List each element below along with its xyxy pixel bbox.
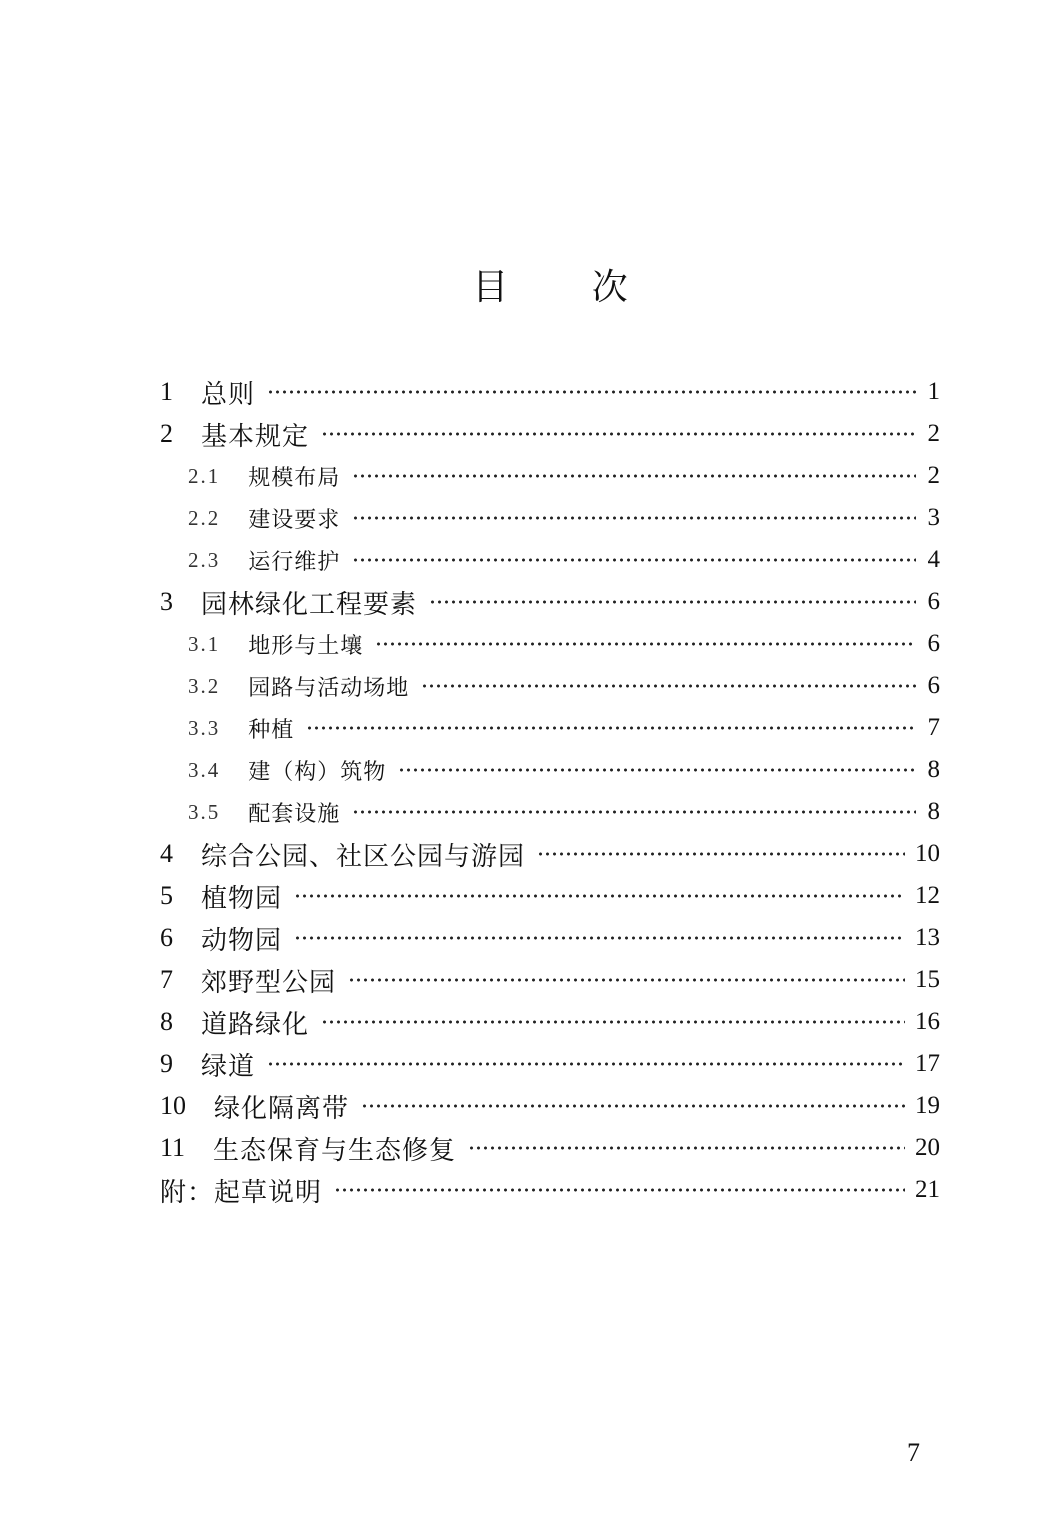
- toc-entry-title: 郊野型公园: [201, 967, 337, 998]
- dot-leader: [375, 640, 916, 648]
- toc-entry-title: 绿化隔离带: [214, 1093, 350, 1124]
- page-number: 7: [907, 1438, 920, 1467]
- toc-entry-title: 配套设施: [248, 801, 341, 827]
- toc-entry-page: 21: [915, 1176, 940, 1203]
- dot-leader: [294, 892, 905, 900]
- dot-leader: [361, 1102, 905, 1110]
- toc-entry: [160, 875, 940, 917]
- toc-entry-page: 16: [915, 1008, 940, 1035]
- dot-leader: [306, 724, 916, 732]
- toc-entry: [160, 833, 940, 875]
- toc-entry-number: 6: [160, 923, 173, 952]
- toc-entry-page: 13: [915, 924, 940, 951]
- toc-entry-page: 20: [915, 1134, 940, 1161]
- toc-entry-title: 园路与活动场地: [248, 675, 410, 701]
- dot-leader: [352, 472, 916, 480]
- toc-entry: [188, 665, 940, 707]
- toc-entry-page: 2: [927, 462, 940, 489]
- toc-entry-number: 9: [160, 1049, 173, 1078]
- dot-leader: [321, 430, 916, 438]
- toc-entry-title: 附：起草说明: [160, 1177, 323, 1208]
- toc-entry: [160, 959, 940, 1001]
- toc-entry-page: 8: [927, 798, 940, 825]
- toc-entry-page: 7: [927, 714, 940, 741]
- toc-entry-page: 2: [927, 420, 940, 447]
- toc-entry-title: 规模布局: [248, 465, 341, 491]
- toc-entry-title: 运行维护: [248, 549, 341, 575]
- dot-leader: [352, 808, 916, 816]
- toc-entry-number: 4: [160, 839, 173, 868]
- dot-leader: [267, 388, 916, 396]
- toc-entry-title: 园林绿化工程要素: [201, 589, 418, 620]
- toc-entry: [188, 623, 940, 665]
- toc-entry-title: 综合公园、社区公园与游园: [201, 841, 526, 872]
- dot-leader: [537, 850, 905, 858]
- toc-entry-number: 11: [160, 1133, 186, 1162]
- toc-entry-title: 总则: [201, 379, 256, 410]
- dot-leader: [468, 1144, 905, 1152]
- toc-entry: [160, 371, 940, 413]
- toc-entry: [160, 1043, 940, 1085]
- dot-leader: [294, 934, 905, 942]
- toc-entry-title: 建设要求: [248, 507, 341, 533]
- toc-entry-title: 植物园: [201, 883, 283, 914]
- dot-leader: [352, 556, 916, 564]
- toc-entry-title: 建（构）筑物: [248, 759, 387, 785]
- toc-entry-title: 道路绿化: [201, 1009, 310, 1040]
- dot-leader: [267, 1060, 905, 1068]
- toc-entry-page: 1: [927, 378, 940, 405]
- toc-entry-page: 10: [915, 840, 940, 867]
- toc-entry: [160, 581, 940, 623]
- toc-entry-title: 生态保育与生态修复: [213, 1135, 457, 1166]
- toc-entry: [160, 1001, 940, 1043]
- toc-entry-page: 6: [927, 672, 940, 699]
- toc-entry-page: 6: [927, 630, 940, 657]
- toc-entry: [188, 791, 940, 833]
- toc-entry-number: 3.1: [188, 631, 221, 656]
- toc-entry: [160, 1169, 940, 1211]
- toc-entry-page: 8: [927, 756, 940, 783]
- toc-entry-number: 2: [160, 419, 173, 448]
- toc-entry: [188, 707, 940, 749]
- toc-entry-page: 19: [915, 1092, 940, 1119]
- toc-heading: 目 次: [472, 267, 628, 308]
- toc-entry-number: 3.4: [188, 757, 221, 782]
- toc-entry-page: 6: [927, 588, 940, 615]
- dot-leader: [352, 514, 916, 522]
- toc-entry-number: 2.2: [188, 505, 221, 530]
- toc-entry-title: 绿道: [201, 1051, 256, 1082]
- dot-leader: [421, 682, 916, 690]
- toc-entry-page: 12: [915, 882, 940, 909]
- toc-entry-number: 1: [160, 377, 173, 406]
- toc-entry: [160, 1085, 940, 1127]
- toc-entry-page: 4: [927, 546, 940, 573]
- dot-leader: [334, 1186, 905, 1194]
- toc-entry: [188, 539, 940, 581]
- toc-entry-number: 2.3: [188, 547, 221, 572]
- toc-entry-number: 3.2: [188, 673, 221, 698]
- toc-entry: [160, 1127, 940, 1169]
- toc-entry-title: 基本规定: [201, 421, 310, 452]
- toc-entry-number: 3: [160, 587, 173, 616]
- dot-leader: [398, 766, 916, 774]
- toc-entry: [160, 917, 940, 959]
- toc-entry-number: 3.3: [188, 715, 221, 740]
- toc-entry: [188, 455, 940, 497]
- dot-leader: [348, 976, 905, 984]
- toc-entry-number: 2.1: [188, 463, 221, 488]
- toc-entry-number: 5: [160, 881, 173, 910]
- dot-leader: [321, 1018, 905, 1026]
- toc-entry-page: 15: [915, 966, 940, 993]
- toc-entry-number: 8: [160, 1007, 173, 1036]
- toc-entry-number: 10: [160, 1091, 186, 1120]
- toc-entry: [188, 497, 940, 539]
- toc-entry: [160, 413, 940, 455]
- toc-entry: [188, 749, 940, 791]
- toc-entry-page: 3: [927, 504, 940, 531]
- toc-entry-number: 7: [160, 965, 173, 994]
- toc-entry-title: 地形与土壤: [248, 633, 364, 659]
- dot-leader: [429, 598, 916, 606]
- toc-entry-title: 动物园: [201, 925, 283, 956]
- toc-entry-title: 种植: [248, 717, 295, 743]
- toc-entry-number: 3.5: [188, 799, 221, 824]
- toc-entry-page: 17: [915, 1050, 940, 1077]
